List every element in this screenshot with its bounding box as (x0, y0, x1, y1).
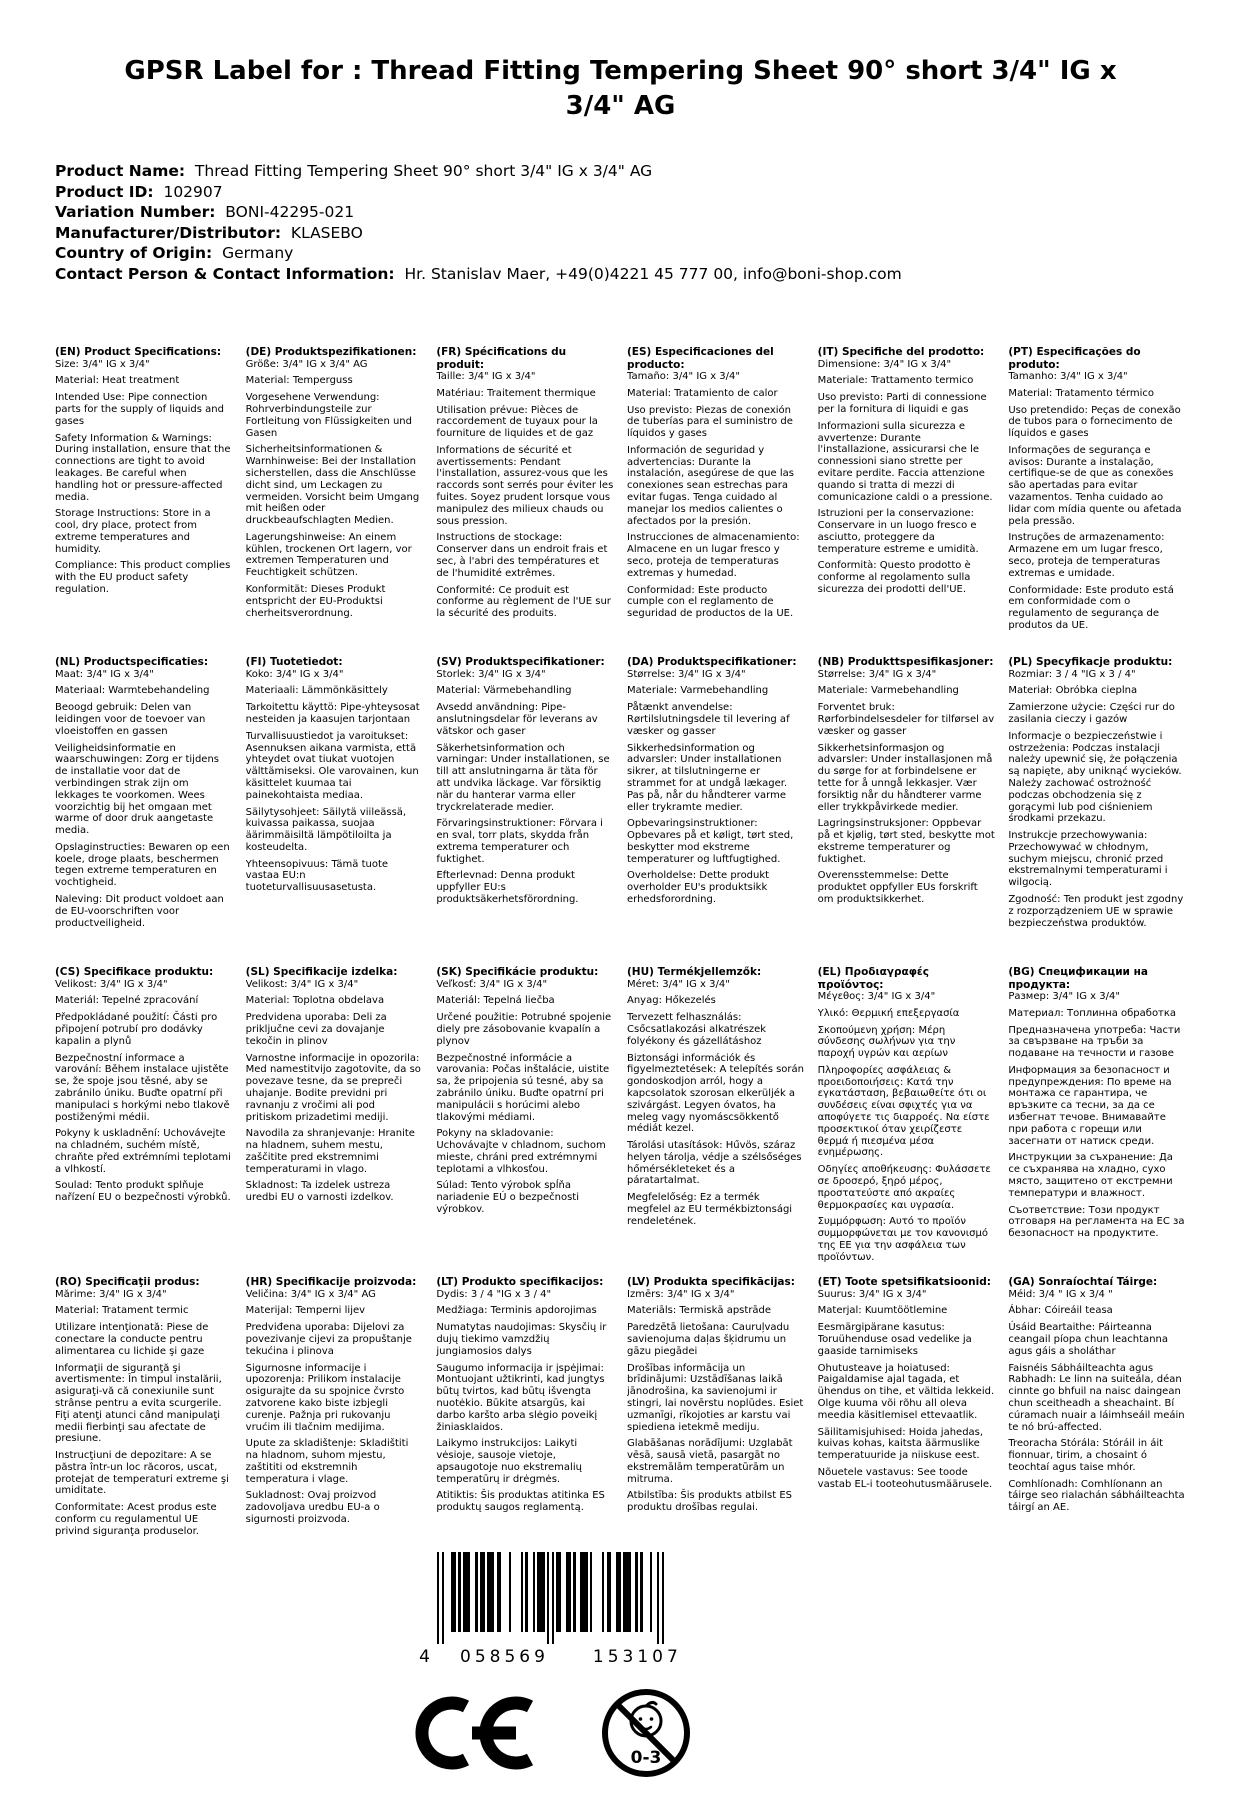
language-heading: (HU) Termékjellemzők: (627, 966, 762, 979)
spec-paragraph: Drošības informācija un brīdinājumi: Uzstādīšanas laikā jānodrošina, ka savienojumi ir stingri, lai novērstu noplūdes. Esiet uzmanīgi, rīkojoties ar karstu vai spiediena ietekmē mediju. (627, 1362, 804, 1433)
product-info-label: Product ID: (55, 182, 154, 201)
spec-paragraph: Anyag: Hőkezelés (627, 995, 716, 1007)
product-info-row (55, 202, 1186, 223)
language-block-pl (1008, 656, 1186, 966)
spec-paragraph: Instrukcje przechowywania: Przechowywać w chłodnym, suchym miejscu, chronić przed ekstremalnymi temperaturami i wilgocią. (1008, 830, 1168, 889)
language-heading: (SV) Produktspecifikationer: (436, 656, 605, 669)
product-info-section (55, 161, 1186, 284)
spec-paragraph: Treoracha Stórála: Stóráil in áit fionnuar, tirim, a chosaint ó teochtaí agus taise mhór. (1008, 1438, 1164, 1473)
spec-paragraph: Predviđena uporaba: Dijelovi za povezivanje cijevi za propuštanje tekućina i plinova (245, 1322, 412, 1357)
spec-paragraph: Vorgesehene Verwendung: Rohrverbindungsteile zur Fortleitung von Flüssigkeiten und Gasen (245, 392, 412, 439)
spec-paragraph: Material: Temperguss (245, 375, 353, 387)
spec-paragraph: Bezpečnostní informace a varování: Během instalace ujistěte se, že spoje jsou těsné, aby se zabránilo úniku. Buďte opatrní při manipulaci s horkými nebo tlakově postiženými médii. (55, 1052, 230, 1123)
age-range-label: 0-3 (630, 1747, 661, 1768)
spec-paragraph: Informaţii de siguranţă şi avertismente: În timpul instalării, asiguraţi-vă că conexiunile sunt strânse pentru a evita scurgerile. Fiţi atenţi atunci când manipulaţi medii fierbinţi sau afectate de presiune. (55, 1362, 222, 1445)
spec-paragraph: Beoogd gebruik: Delen van leidingen voor de toevoer van vloeistoffen en gassen (55, 702, 206, 737)
spec-paragraph: Förvaringsinstruktioner: Förvara i en sval, torr plats, skydda från extrema temperaturer och fuktighet. (436, 818, 603, 865)
spec-paragraph: Sikkerhetsinformasjon og advarsler: Under installasjonen må du sørge for at forbindelsene er tette for å unngå lekkasjer. Vær forsiktig når du håndterer varme eller trykkpåvirkede medier. (817, 742, 993, 813)
spec-paragraph: Předpokládané použití: Části pro připojení potrubí pro dodávky kapalin a plynů (55, 1012, 218, 1047)
language-heading: (BG) Спецификации на продукта: (1008, 966, 1148, 991)
spec-paragraph: Conformidad: Este producto cumple con el reglamento de seguridad de productos de la UE. (627, 584, 794, 620)
spec-paragraph: Σκοπούμενη χρήση: Μέρη σύνδεσης σωλήνων για την παροχή υγρών και αερίων (817, 1024, 956, 1060)
spec-paragraph: Pokyny na skladovanie: Uchovávajte v chladnom, suchom mieste, chráni pred extrémnymi teplotami a vlhkosťou. (436, 1128, 606, 1175)
spec-paragraph: Uso previsto: Piezas de conexión de tuberías para el suministro de líquidos y gases (627, 404, 793, 440)
spec-paragraph: Material: Värmebehandling (436, 685, 572, 697)
spec-paragraph: Ohutusteave ja hoiatused: Paigaldamise ajal tagada, et ühendus on tihe, et vältida lekkeid. Olge kuuma või rõhu all oleva meedia käsitlemisel ettevaatlik. (817, 1362, 995, 1421)
spec-paragraph: Размер: 3/4" IG x 3/4" (1008, 990, 1120, 1002)
spec-paragraph: Säilitamisjuhised: Hoida jahedas, kuivas kohas, kaitsta äärmuslike temperatuuride ja niiskuse eest. (817, 1426, 984, 1462)
language-block-de (246, 346, 424, 656)
spec-paragraph: Numatytas naudojimas: Skysčių ir dujų tiekimo vamzdžių jungiamosios dalys (436, 1322, 607, 1357)
spec-paragraph: Overensstemmelse: Dette produktet oppfyller EUs forskrift om produktsikkerhet. (817, 870, 978, 906)
barcode-group1: 058569 (460, 1646, 549, 1667)
spec-paragraph: Conformitate: Acest produs este conform cu regulamentul UE privind siguranţa produselor. (55, 1502, 217, 1537)
spec-paragraph: Säkerhetsinformation och varningar: Under installationen, se till att anslutningarna är täta för att undvika läckage. Var försiktig när du hanterar varma eller tryckrelaterade medier. (436, 742, 610, 813)
spec-paragraph: Dimensione: 3/4" IG x 3/4" (817, 358, 952, 370)
language-heading: (LT) Produkto specifikacijos: (436, 1276, 604, 1289)
language-block-it (818, 346, 996, 656)
language-block-fi (246, 656, 424, 966)
spec-paragraph: Størrelse: 3/4" IG x 3/4" (817, 668, 937, 680)
language-grid (55, 346, 1186, 1538)
spec-paragraph: Paredzētā lietošana: Cauruļvadu savienojuma daļas šķidrumu un gāzu piegādei (627, 1322, 790, 1357)
spec-paragraph: Materiaal: Warmtebehandeling (55, 685, 210, 697)
spec-paragraph: Size: 3/4" IG x 3/4" (55, 358, 150, 370)
certification-symbols-row (410, 1687, 692, 1779)
language-block-ga (1008, 1276, 1186, 1538)
spec-paragraph: Avsedd användning: Pipe-anslutningsdelar för leverans av vätskor och gaser (436, 702, 598, 737)
spec-paragraph: Súlad: Tento výrobok spĺňa nariadenie EÚ o bezpečnosti výrobkov. (436, 1180, 579, 1216)
spec-paragraph: Materiāls: Termiskā apstrāde (627, 1305, 772, 1317)
spec-paragraph: Faisnéis Sábháilteachta agus Rabhadh: Le linn na suiteála, déan cinnte go bhfuil na naisc daingean chun sceitheadh a sheachaint. Bí cúramach nuair a láimhseáil meáin te nó brú-affected. (1008, 1362, 1185, 1433)
barcode-left-digit: 4 (419, 1646, 430, 1667)
spec-paragraph: Istruzioni per la conservazione: Conservare in un luogo fresco e asciutto, proteggere da temperature estreme e umidità. (817, 508, 979, 555)
language-block-da (627, 656, 805, 966)
spec-paragraph: Información de seguridad y advertencias: Durante la instalación, asegúrese de que las conexiones sean estrechas para evitar fugas. Tenga cuidado al manejar los medios calientes o afectados por la presión. (627, 444, 794, 527)
spec-paragraph: Tárolási utasítások: Hűvös, száraz helyen tárolja, védje a szélsőséges hőmérsékleteket és a páratartalmat. (627, 1140, 802, 1187)
spec-paragraph: Intended Use: Pipe connection parts for the supply of liquids and gases (55, 392, 224, 427)
spec-paragraph: Biztonsági információk és figyelmeztetések: A telepítés során gondoskodjon arról, hogy a kapcsolatok szorosan elkerüljék a szivárgást. Legyen óvatos, ha meleg vagy nyomáscsökkentő médiát kezel. (627, 1052, 805, 1135)
spec-paragraph: Nõuetele vastavus: See toode vastab EL-i tooteohutusmäärusele. (817, 1466, 993, 1490)
language-heading: (HR) Specifikacije proizvoda: (245, 1276, 417, 1289)
language-heading: (NL) Productspecificaties: (55, 656, 209, 669)
spec-paragraph: Úsáid Beartaithe: Páirteanna ceangail píopa chun leachtanna agus gáis a sholáthar (1008, 1322, 1168, 1357)
spec-paragraph: Medžiaga: Terminis apdorojimas (436, 1305, 597, 1317)
spec-paragraph: Predvidena uporaba: Deli za priključne cevi za dovajanje tekočin in plinov (245, 1012, 387, 1047)
spec-paragraph: Материал: Топлинна обработка (1008, 1007, 1177, 1019)
spec-paragraph: Lagerungshinweise: An einem kühlen, trockenen Ort lagern, vor extremen Temperaturen und Feuchtigkeit schützen. (245, 531, 412, 579)
spec-paragraph: Maat: 3/4" IG x 3/4" (55, 668, 154, 680)
language-heading: (DA) Produktspecifikationer: (627, 656, 797, 669)
spec-paragraph: Material: Heat treatment (55, 375, 180, 387)
spec-paragraph: Opslaginstructies: Bewaren op een koele, droge plaats, beschermen tegen extreme temperaturen en vochtigheid. (55, 841, 230, 889)
spec-paragraph: Velikost: 3/4" IG x 3/4" (245, 978, 359, 990)
language-block-nl (55, 656, 233, 966)
language-heading: (SK) Špecifikácie produktu: (436, 966, 599, 979)
spec-paragraph: Οδηγίες αποθήκευσης: Φυλάσσετε σε δροσερό, ξηρό μέρος, προστατεύστε από ακραίες θερμοκρασίες και υγρασία. (817, 1164, 991, 1211)
spec-paragraph: Safety Information & Warnings: During installation, ensure that the connections are tight to avoid leakages. Be careful when handling hot or pressure-affected media. (55, 432, 231, 503)
spec-paragraph: Matériau: Traitement thermique (436, 387, 596, 399)
spec-paragraph: Glabāšanas norādījumi: Uzglabāt vēsā, sausā vietā, pasargāt no ekstremālām temperatūrām un mitruma. (627, 1438, 793, 1485)
spec-paragraph: Navodila za shranjevanje: Hranite na hladnem, suhem mestu, zaščitite pred ekstremnimi temperaturami in vlago. (245, 1128, 415, 1175)
spec-paragraph: Materiaali: Lämmönkäsittely (245, 685, 388, 697)
language-heading: (ET) Toote spetsifikatsioonid: (817, 1276, 991, 1289)
spec-paragraph: Utilizare intenţionată: Piese de conectare la conducte pentru alimentarea cu lichide şi gaze (55, 1322, 209, 1357)
language-block-pt (1008, 346, 1186, 656)
language-block-hu (627, 966, 805, 1276)
spec-paragraph: Conformidade: Este produto está em conformidade com o regulamento de segurança de produtos da UE. (1008, 584, 1174, 632)
spec-paragraph: Sikkerhedsinformation og advarsler: Under installationen sikrer, at tilslutningerne er strammet for at undgå lækager. Pas på, når du håndterer varme eller trykramte medier. (627, 742, 788, 813)
spec-paragraph: Informações de segurança e avisos: Durante a instalação, certifique-se de que as conexões são apertadas para evitar vazamentos. Tenha cuidado ao lidar com mídia quente ou afetada pela pressão. (1008, 444, 1182, 527)
ean13-barcode (419, 1552, 682, 1667)
spec-paragraph: Upute za skladištenje: Skladištiti na hladnom, suhom mjestu, zaštititi od ekstremnih temperatura i vlage. (245, 1438, 409, 1485)
barcode-module (662, 1552, 664, 1644)
language-heading: (SL) Specifikacije izdelka: (245, 966, 398, 979)
spec-paragraph: Предназначена употреба: Части за свързване на тръби за подаване на течности и газове (1008, 1024, 1181, 1060)
spec-paragraph: Veiligheidsinformatie en waarschuwingen: Zorg er tijdens de installatie voor dat de verbindingen strak zijn om lekkages te voorkomen. Wees voorzichtig bij het omgaan met warme of door druk aangetaste media. (55, 742, 220, 837)
language-heading: (PL) Specyfikacje produktu: (1008, 656, 1173, 669)
spec-paragraph: Πληροφορίες ασφάλειας & προειδοποιήσεις: Κατά την εγκατάσταση, βεβαιωθείτε ότι οι συνδέσεις είναι σφιχτές για να αποφύγετε τις διαρροές. Να είστε προσεκτικοί όταν χειρίζεστε θερμά ή πιεσμένα μέσα ενημέρωσης. (817, 1064, 990, 1159)
language-block-lt (436, 1276, 614, 1538)
spec-paragraph: Utilisation prévue: Pièces de raccordement de tuyaux pour la fourniture de liquides et de gaz (436, 404, 598, 440)
spec-paragraph: Sukladnost: Ovaj proizvod zadovoljava uredbu EU-a o sigurnosti proizvoda. (245, 1490, 380, 1526)
spec-paragraph: Bezpečnostné informácie a varovania: Počas inštalácie, uistite sa, že pripojenia sú tesné, aby sa zabránilo úniku. Buďte opatrní pri manipulácii s horúcimi alebo tlakovými médiami. (436, 1052, 610, 1123)
spec-paragraph: Materiale: Varmebehandling (817, 685, 959, 697)
spec-paragraph: Instructions de stockage: Conserver dans un endroit frais et sec, à l'abri des températures et de l'humidité extrêmes. (436, 532, 608, 579)
spec-paragraph: Méid: 3/4 " IG x 3/4 " (1008, 1288, 1113, 1300)
spec-paragraph: Materiale: Trattamento termico (817, 375, 974, 387)
language-block-cs (55, 966, 233, 1276)
spec-paragraph: Megfelelőség: Ez a termék megfelel az EU termékbiztonsági rendeletének. (627, 1192, 793, 1227)
spec-paragraph: Varnostne informacije in opozorila: Med namestitvijo zagotovite, da so povezave tesne, da se prepreči uhajanje. Bodite previdni pri ravnanju z vročimi ali pod pritiskom prizadetimi mediji. (245, 1052, 421, 1123)
spec-paragraph: Laikymo instrukcijos: Laikyti vėsioje, sausoje vietoje, apsaugotoje nuo ekstremalių temperatūrų ir drėgmės. (436, 1438, 582, 1485)
spec-paragraph: Υλικό: Θερμική επεξεργασία (817, 1007, 960, 1019)
product-info-row (55, 223, 1186, 244)
barcode-bars (437, 1552, 664, 1644)
language-heading: (FR) Spécifications du produit: (436, 346, 567, 371)
spec-paragraph: Størrelse: 3/4" IG x 3/4" (627, 668, 746, 680)
spec-paragraph: Dydis: 3 / 4 "IG x 3 / 4" (436, 1288, 552, 1300)
spec-paragraph: Storage Instructions: Store in a cool, dry place, protect from extreme temperatures and humidity. (55, 508, 211, 555)
language-heading: (PT) Especificações do produto: (1008, 346, 1141, 371)
barcode-group2: 153107 (592, 1646, 682, 1667)
language-heading: (EN) Product Specifications: (55, 346, 222, 359)
spec-paragraph: Méret: 3/4" IG x 3/4" (627, 978, 730, 990)
spec-paragraph: Größe: 3/4" IG x 3/4" AG (245, 358, 368, 370)
language-heading: (RO) Specificaţii produs: (55, 1276, 200, 1289)
spec-paragraph: Efterlevnad: Denna produkt uppfyller EU:s produktsäkerhetsförordning. (436, 870, 579, 906)
product-info-label: Manufacturer/Distributor: (55, 223, 282, 242)
spec-paragraph: Veľkosť: 3/4" IG x 3/4" (436, 978, 548, 990)
spec-paragraph: Tarkoitettu käyttö: Pipe-yhteysosat nesteiden ja kaasujen tarjontaan (245, 702, 420, 725)
product-info-value: BONI-42295-021 (215, 203, 355, 222)
spec-paragraph: Συμμόρφωση: Αυτό το προϊόν συμμορφώνεται με τον κανονισμό της ΕΕ για την ασφάλεια των προϊόντων. (817, 1216, 988, 1263)
spec-paragraph: Tervezett felhasználás: Csőcsatlakozási alkatrészek folyékony és gázellátáshoz (627, 1012, 767, 1047)
language-block-nb (818, 656, 996, 966)
product-info-value: 102907 (153, 182, 223, 201)
spec-paragraph: Informacje o bezpieczeństwie i ostrzeżenia: Podczas instalacji należy upewnić się, że połączenia są napięte, aby uniknąć wycieków. Należy zachować ostrożność podczas obchodzenia się z gorącymi lub pod ciśnieniem środkami przekazu. (1008, 730, 1182, 825)
product-info-label: Country of Origin: (55, 244, 213, 263)
spec-paragraph: Conformità: Questo prodotto è conforme al regolamento sulla sicurezza dei prodotti dell'UE. (817, 560, 971, 596)
spec-paragraph: Soulad: Tento produkt splňuje nařízení EU o bezpečnosti výrobků. (55, 1180, 231, 1204)
spec-paragraph: Säilytysohjeet: Säilytä viileässä, kuivassa paikassa, suojaa äärimmäisiltä lämpötiloilta ja kosteudelta. (245, 806, 407, 853)
spec-paragraph: Rozmiar: 3 / 4 "IG x 3 / 4" (1008, 668, 1136, 680)
spec-paragraph: Veličina: 3/4" IG x 3/4" AG (245, 1288, 376, 1300)
spec-paragraph: Material: Toplotna obdelava (245, 995, 385, 1007)
language-heading: (GA) Sonraíochtaí Táirge: (1008, 1276, 1158, 1289)
spec-paragraph: Velikost: 3/4" IG x 3/4" (55, 978, 168, 990)
spec-paragraph: Информация за безопасност и предупреждения: По време на монтажа се гарантира, че връзките са тесни, за да се избегнат течове. Внимавайте при работа с горещи или засегнати от натиск среди. (1008, 1064, 1172, 1147)
spec-paragraph: Instrucţiuni de depozitare: A se păstra într-un loc răcoros, uscat, protejat de temperaturi extreme şi umiditate. (55, 1450, 229, 1497)
spec-paragraph: Koko: 3/4" IG x 3/4" (245, 668, 344, 680)
spec-paragraph: Yhteensopivuus: Tämä tuote vastaa EU:n tuoteturvallisuusasetusta. (245, 858, 389, 894)
spec-paragraph: Lagringsinstruksjoner: Oppbevar på et kjølig, tørt sted, beskytte mot ekstreme temperaturer og fuktighet. (817, 818, 995, 865)
language-heading: (LV) Produkta specifikācijas: (627, 1276, 795, 1289)
spec-paragraph: Určené použitie: Potrubné spojenie diely pre zásobovanie kvapalín a plynov (436, 1012, 612, 1047)
spec-paragraph: Materijal: Temperni lijev (245, 1305, 366, 1317)
product-info-label: Contact Person & Contact Information: (55, 264, 395, 283)
spec-paragraph: Konformität: Dieses Produkt entspricht der EU-Produktsi cherheitsverordnung. (245, 584, 386, 619)
product-info-value: KLASEBO (281, 223, 363, 242)
product-info-label: Variation Number: (55, 203, 216, 222)
language-block-hr (246, 1276, 424, 1538)
ce-mark-icon (410, 1694, 538, 1772)
spec-paragraph: Uso pretendido: Peças de conexão de tubos para o fornecimento de líquidos e gases (1008, 404, 1181, 440)
spec-paragraph: Zgodność: Ten produkt jest zgodny z rozporządzeniem UE w sprawie bezpieczeństwa produktów. (1008, 894, 1184, 929)
language-heading: (DE) Produktspezifikationen: (245, 346, 417, 359)
spec-paragraph: Sigurnosne informacije i upozorenja: Prilikom instalacije osigurajte da su spojnice čvrsto zatvorene kako biste izbjegli curenje. Pažnja pri rukovanju vrućim ili tlačnim medijima. (245, 1362, 405, 1433)
spec-paragraph: Инструкции за съхранение: Да се съхранява на хладно, сухо място, защитено от екстремни температури и влажност. (1008, 1152, 1173, 1199)
spec-paragraph: Materiál: Tepelná liečba (436, 995, 555, 1007)
language-block-sl (246, 966, 424, 1276)
spec-paragraph: Opbevaringsinstruktioner: Opbevares på et køligt, tørt sted, beskytter mod ekstreme temperaturer og luftfugtighed. (627, 818, 794, 865)
language-block-et (818, 1276, 996, 1538)
language-block-el (818, 966, 996, 1276)
spec-paragraph: Skladnost: Ta izdelek ustreza uredbi EU o varnosti izdelkov. (245, 1180, 394, 1204)
spec-paragraph: Overholdelse: Dette produkt overholder EU's produktsikk erhedsforordning. (627, 870, 770, 906)
language-block-sk (436, 966, 614, 1276)
spec-paragraph: Informazioni sulla sicurezza e avvertenze: Durante l'installazione, assicurarsi che le connessioni siano strette per evitare perdite. Faccia attenzione quando si tratta di mezzi di comunicazione caldi o a pressione. (817, 420, 993, 503)
spec-paragraph: Material: Tratament termic (55, 1305, 189, 1317)
spec-paragraph: Storlek: 3/4" IG x 3/4" (436, 668, 546, 680)
spec-paragraph: Material: Tratamiento de calor (627, 387, 778, 399)
spec-paragraph: Materiale: Varmebehandling (627, 685, 769, 697)
language-block-es (627, 346, 805, 656)
product-info-value: Germany (212, 244, 294, 263)
product-info-value: Thread Fitting Tempering Sheet 90° short 3/4" IG x 3/4" AG (185, 162, 653, 181)
spec-paragraph: Taille: 3/4" IG x 3/4" (436, 370, 536, 382)
spec-paragraph: Mărime: 3/4" IG x 3/4" (55, 1288, 167, 1300)
spec-paragraph: Turvallisuustiedot ja varoitukset: Asennuksen aikana varmista, että yhteydet ovat tiukat vuotojen välttämiseksi. Ole varovainen, kun käsittelet kuumaa tai painekohtaista mediaa. (245, 730, 419, 801)
language-block-bg (1008, 966, 1186, 1276)
spec-paragraph: Eesmärgipärane kasutus: Toruühenduse osad vedelike ja gaaside tarnimiseks (817, 1322, 972, 1357)
product-info-label: Product Name: (55, 162, 186, 181)
spec-paragraph: Påtænkt anvendelse: Rørtilslutningsdele til levering af væsker og gasser (627, 702, 790, 737)
spec-paragraph: Instruções de armazenamento: Armazene em um lugar fresco, seco, proteja de temperaturas extremas e umidade. (1008, 532, 1165, 579)
spec-paragraph: Material: Tratamento térmico (1008, 387, 1155, 399)
language-block-ro (55, 1276, 233, 1538)
language-heading: (FI) Tuotetiedot: (245, 656, 343, 669)
spec-paragraph: Materiál: Tepelné zpracování (55, 995, 199, 1007)
product-info-row (55, 243, 1186, 264)
spec-paragraph: Forventet bruk: Rørforbindelsesdeler for tilførsel av væsker og gasser (817, 702, 995, 737)
spec-paragraph: Zamierzone użycie: Części rur do zasilania cieczy i gazów (1008, 702, 1175, 725)
language-heading: (NB) Produkttspesifikasjoner: (817, 656, 994, 669)
spec-paragraph: Μέγεθος: 3/4" IG x 3/4" (817, 990, 936, 1002)
spec-paragraph: Materjal: Kuumtöötlemine (817, 1305, 948, 1317)
language-block-fr (436, 346, 614, 656)
spec-paragraph: Uso previsto: Parti di connessione per la fornitura di liquidi e gas (817, 392, 987, 415)
age-warning-0-3-icon (600, 1687, 692, 1779)
page-title: GPSR Label for : Thread Fitting Tempering Sheet 90° short 3/4" IG x 3/4" AG (124, 56, 1117, 121)
spec-paragraph: Suurus: 3/4" IG x 3/4" (817, 1288, 927, 1300)
spec-paragraph: Sicherheitsinformationen & Warnhinweise: Bei der Installation sicherstellen, dass die Anschlüsse dicht sind, um Leckagen zu vermeiden. Vorsicht beim Umgang mit heißen oder druckbeaufschlagten Medien. (245, 444, 420, 527)
product-info-row (55, 161, 1186, 182)
spec-paragraph: Materiał: Obróbka cieplna (1008, 685, 1138, 697)
spec-paragraph: Tamanho: 3/4" IG x 3/4" (1008, 370, 1128, 382)
language-block-sv (436, 656, 614, 966)
barcode-digits (419, 1647, 682, 1667)
product-info-value: Hr. Stanislav Maer, +49(0)4221 45 777 00, info@boni-shop.com (394, 264, 902, 283)
language-heading: (IT) Specifiche del prodotto: (817, 346, 985, 359)
language-heading: (CS) Specifikace produktu: (55, 966, 214, 979)
spec-paragraph: Pokyny k uskladnění: Uchovávejte na chladném, suchém místě, chraňte před extrémními teplotami a vlhkostí. (55, 1128, 231, 1175)
spec-paragraph: Informations de sécurité et avertissements: Pendant l'installation, assurez-vous que les raccords sont serrés pour éviter les fuites. Soyez prudent lorsque vous manipulez des milieux chauds ou sous pression. (436, 444, 614, 527)
product-info-row (55, 182, 1186, 203)
language-block-en (55, 346, 233, 656)
language-block-lv (627, 1276, 805, 1538)
spec-paragraph: Conformité: Ce produit est conforme au règlement de l'UE sur la sécurité des produits. (436, 584, 611, 620)
spec-paragraph: Naleving: Dit product voldoet aan de EU-voorschriften voor productveiligheid. (55, 894, 224, 929)
spec-paragraph: Comhlíonadh: Comhlíonann an táirge seo rialachán sábháilteachta táirgí an AE. (1008, 1478, 1185, 1514)
language-heading: (ES) Especificaciones del producto: (627, 346, 774, 371)
spec-paragraph: Ábhar: Cóireáil teasa (1008, 1305, 1113, 1317)
spec-paragraph: Съответствие: Този продукт отговаря на регламента на ЕС за безопасност на продуктите. (1008, 1204, 1185, 1240)
spec-paragraph: Atbilstība: Šis produkts atbilst ES produktu drošības regulai. (627, 1490, 793, 1514)
spec-paragraph: Atitiktis: Šis produktas atitinka ES produktų saugos reglamentą. (436, 1490, 605, 1514)
spec-paragraph: Instrucciones de almacenamiento: Almacene en un lugar fresco y seco, proteja de temperaturas extremas y humedad. (627, 532, 800, 579)
spec-paragraph: Compliance: This product complies with the EU product safety regulation. (55, 560, 231, 596)
spec-paragraph: Saugumo informacija ir įspėjimai: Montuojant užtikrinti, kad jungtys būtų tvirtos, kad būtų išvengta nuotėkio. Būkite atsargūs, kai darbo karšto arba slėgio poveikį žiniasklaidos. (436, 1362, 605, 1433)
bottom-symbols-zone (271, 1552, 831, 1779)
language-heading: (EL) Προδιαγραφές προϊόντος: (817, 966, 929, 991)
spec-paragraph: Tamaño: 3/4" IG x 3/4" (627, 370, 740, 382)
spec-paragraph: Izmērs: 3/4" IG x 3/4" (627, 1288, 735, 1300)
product-info-row (55, 264, 1186, 285)
